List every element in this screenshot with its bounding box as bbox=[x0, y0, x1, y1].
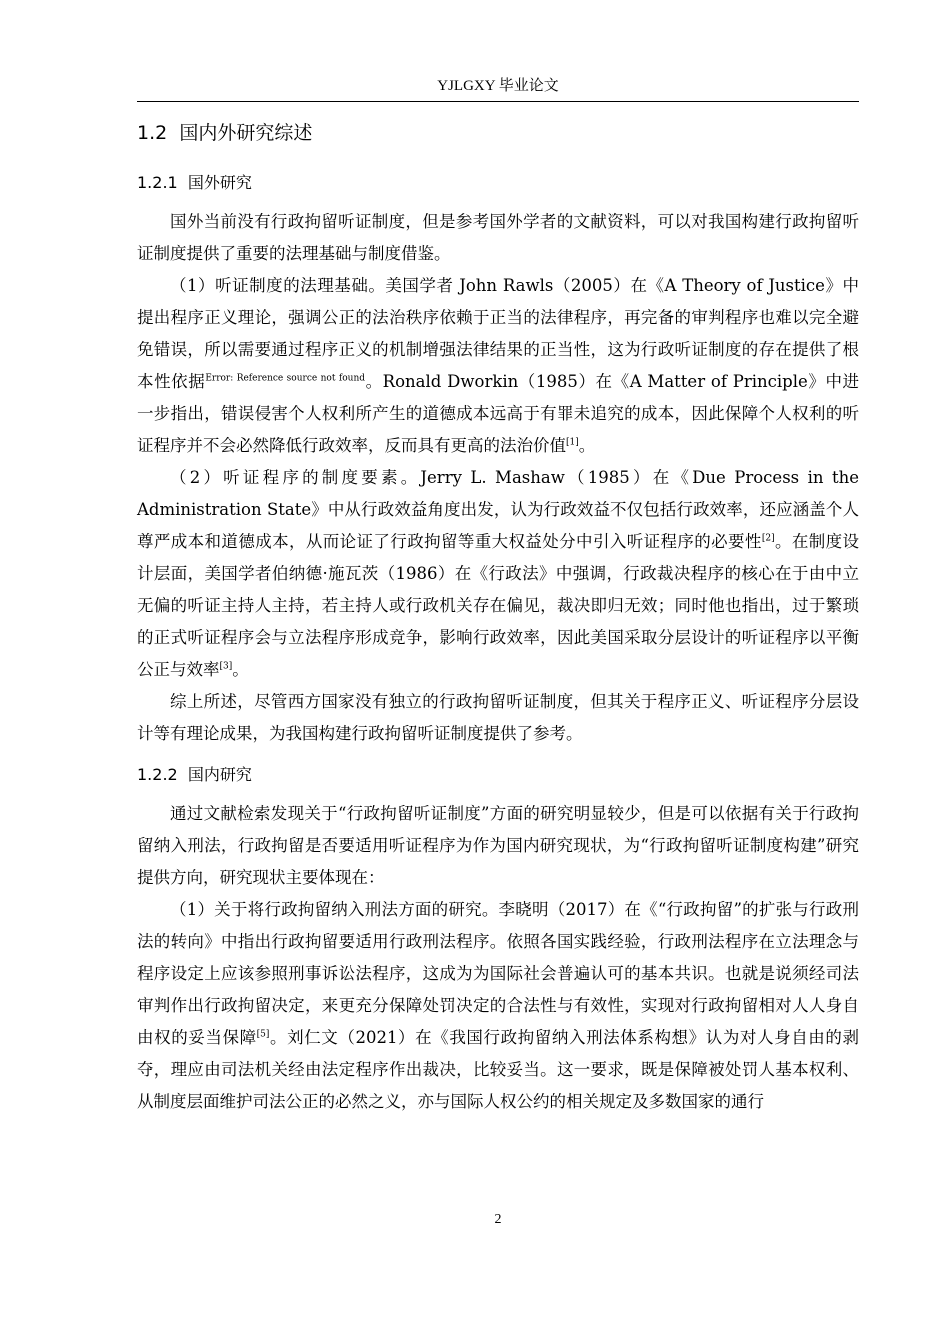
paragraph: 通过文献检索发现关于“行政拘留听证制度”方面的研究明显较少，但是可以依据有关于行政拘留纳入刑法，行政拘留是否要适用听证程序为作为国内研究现状，为“行政拘留听证制度构建”研究提供方向，研究现状主要体现在： bbox=[137, 804, 859, 887]
running-header: YJLGXY 毕业论文 bbox=[437, 78, 559, 94]
subsection-title: 国内研究 bbox=[187, 765, 252, 784]
page-number: 2 bbox=[494, 1212, 502, 1227]
paragraph: （1）关于将行政拘留纳入刑法方面的研究。李晓明（2017）在《“行政拘留”的扩张与行政刑法的转向》中指出行政拘留要适用行政刑法程序。依照各国实践经验，行政刑法程序在立法理念与程序设定上应该参照刑事诉讼法程序，这成为为国际社会普遍认可的基本共识。也就是说须经司法审判作出行政拘留决定，来更充分保障处罚决定的合法性与有效性，实现对行政拘留相对人人身自由权的妥当保障[5]。刘仁文（2021）在《我国行政拘留纳入刑法体系构想》认为对人身自由的剥夺，理应由司法机关经由法定程序作出裁决，比较妥当。这一要求，既是保障被处罚人基本权利、从制度层面维护司法公正的必然之义，亦与国际人权公约的相关规定及多数国家的通行 bbox=[137, 900, 859, 1111]
citation: [3] bbox=[219, 661, 233, 672]
section-number: 1.2 bbox=[137, 122, 168, 144]
subsection-heading-domestic bbox=[137, 762, 859, 788]
section-heading bbox=[137, 118, 859, 148]
paragraph: 综上所述，尽管西方国家没有独立的行政拘留听证制度，但其关于程序正义、听证程序分层设计等有理论成果，为我国构建行政拘留听证制度提供了参考。 bbox=[137, 692, 859, 743]
citation-error: Error: Reference source not found bbox=[205, 373, 366, 384]
citation: [1] bbox=[566, 437, 579, 448]
paragraph: 国外当前没有行政拘留听证制度，但是参考国外学者的文献资料，可以对我国构建行政拘留听证制度提供了重要的法理基础与制度借鉴。 bbox=[137, 212, 859, 263]
citation: [2] bbox=[761, 533, 775, 544]
subsection-number: 1.2.1 bbox=[137, 173, 178, 192]
section-title: 国内外研究综述 bbox=[179, 122, 313, 144]
paragraph: （1）听证制度的法理基础。美国学者 John Rawls（2005）在《A Theory of Justice》中提出程序正义理论，强调公正的法治秩序依赖于正当的法律程序，再完备的审判程序也难以完全避免错误，所以需要通过程序正义的机制增强法律结果的正当性，这为行政听证制度的存在提供了根本性依据$^{Error: Reference source not found}$。Ronald Dworkin（1985）在《A Matter of Principle》中进一步指出，错误侵害个人权利所产生的道德成本远高于有罪未追究的成本，因此保障个人权利的听证程序并不会必然降低行政效率，反而具有更高的法治价值[1]。 bbox=[137, 276, 860, 455]
subsection-title: 国外研究 bbox=[187, 173, 252, 192]
subsection-number: 1.2.2 bbox=[137, 765, 178, 784]
citation: [5] bbox=[256, 1029, 270, 1040]
page-content bbox=[137, 110, 859, 1118]
paragraph: （2）听证程序的制度要素。Jerry L. Mashaw（1985）在《Due Process in the Administration State》中从行政效益角度出发，认为行政效益不仅包括行政效率，还应涵盖个人尊严成本和道德成本，从而论证了行政拘留等重大权益处分中引入听证程序的必要性[2]。在制度设计层面，美国学者伯纳德·施瓦茨（1986）在《行政法》中强调，行政裁决程序的核心在于由中立无偏的听证主持人主持，若主持人或行政机关存在偏见，裁决即归无效；同时他也指出，过于繁琐的正式听证程序会与立法程序形成竞争，影响行政效率，因此美国采取分层设计的听证程序以平衡公正与效率[3]。 bbox=[137, 468, 860, 679]
header-rule bbox=[137, 101, 859, 102]
subsection-heading-foreign bbox=[137, 170, 859, 196]
